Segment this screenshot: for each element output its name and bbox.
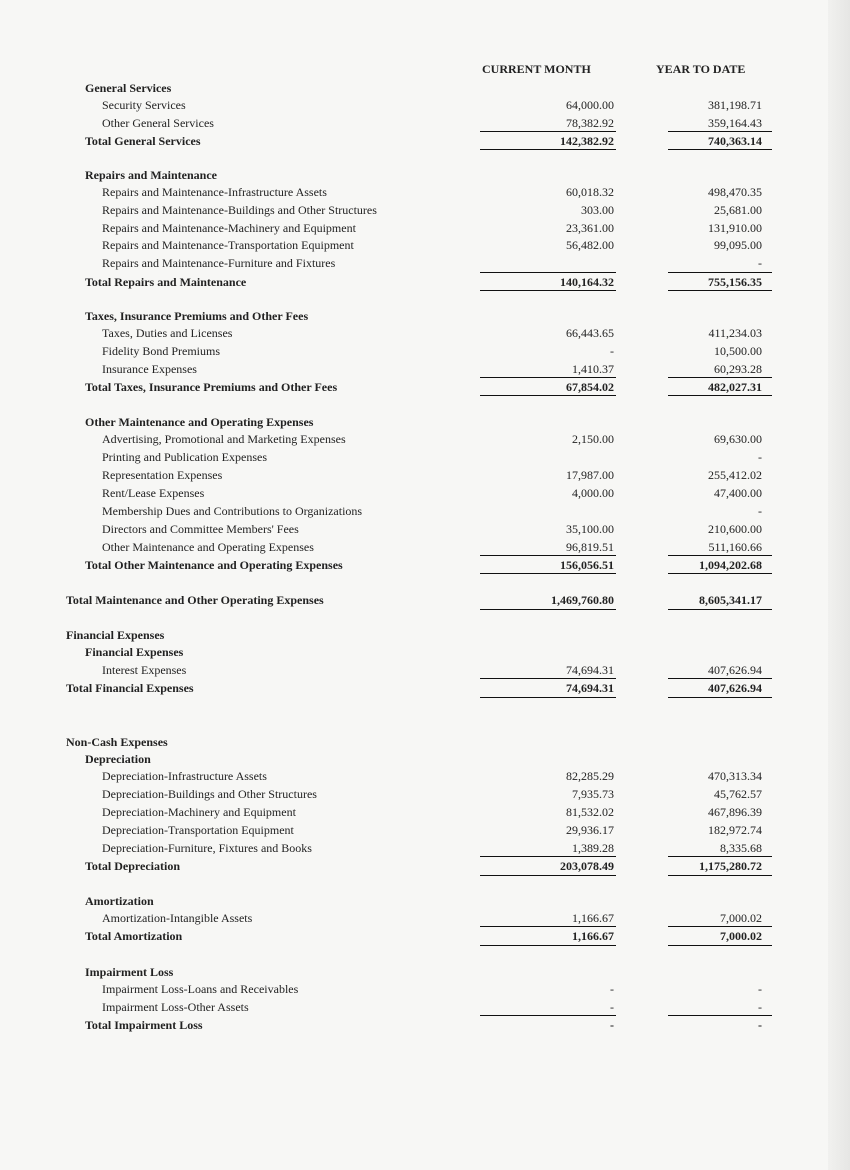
row-label: Rent/Lease Expenses — [102, 486, 205, 500]
current-month-value: 1,410.37 — [572, 362, 614, 376]
section-title-general-services: General Services — [85, 81, 172, 95]
row-label: Taxes, Duties and Licenses — [102, 326, 233, 340]
table-row — [0, 360, 850, 378]
total-row-amortization — [0, 927, 850, 945]
table-row — [0, 785, 850, 803]
total-year-to-date: 482,027.31 — [708, 380, 762, 394]
row-label: Repairs and Maintenance-Furniture and Fixtures — [102, 256, 336, 270]
year-to-date-value: 255,412.02 — [708, 468, 762, 482]
table-row — [0, 821, 850, 839]
section-title-financial: Financial Expenses — [66, 628, 165, 642]
current-month-value: 81,532.02 — [566, 805, 614, 819]
underline — [480, 290, 616, 291]
table-row — [0, 96, 850, 114]
current-month-value: - — [610, 982, 614, 996]
total-year-to-date: 7,000.02 — [720, 929, 762, 943]
underline — [668, 131, 772, 132]
row-label: Depreciation-Infrastructure Assets — [102, 769, 267, 783]
total-current-month: 142,382.92 — [560, 134, 614, 148]
underline — [480, 875, 616, 876]
underline — [668, 609, 772, 610]
section-title-other-maintenance: Other Maintenance and Operating Expenses — [85, 415, 314, 429]
row-label: Advertising, Promotional and Marketing Expenses — [102, 432, 346, 446]
year-to-date-value: 498,470.35 — [708, 185, 762, 199]
table-row — [0, 201, 850, 219]
total-current-month: 74,694.31 — [566, 681, 614, 695]
row-label: Depreciation-Buildings and Other Structures — [102, 787, 317, 801]
total-label: Total Impairment Loss — [85, 1018, 203, 1032]
current-month-value: 35,100.00 — [566, 522, 614, 536]
year-to-date-value: 131,910.00 — [708, 221, 762, 235]
total-row-mooe — [0, 591, 850, 609]
row-label: Repairs and Maintenance-Infrastructure Assets — [102, 185, 327, 199]
row-label: Amortization-Intangible Assets — [102, 911, 253, 925]
row-label: Impairment Loss-Other Assets — [102, 1000, 249, 1014]
table-row — [0, 466, 850, 484]
underline — [480, 377, 616, 378]
year-to-date-value: 7,000.02 — [720, 911, 762, 925]
total-row-general-services — [0, 132, 850, 150]
total-year-to-date: 740,363.14 — [708, 134, 762, 148]
current-month-value: 96,819.51 — [566, 540, 614, 554]
underline — [668, 945, 772, 946]
underline — [668, 573, 772, 574]
total-year-to-date: - — [758, 1018, 762, 1032]
underline — [480, 697, 616, 698]
table-row — [0, 538, 850, 556]
current-month-value: 29,936.17 — [566, 823, 614, 837]
year-to-date-value: 60,293.28 — [714, 362, 762, 376]
row-label: Security Services — [102, 98, 186, 112]
current-month-value: 74,694.31 — [566, 663, 614, 677]
table-row — [0, 661, 850, 679]
table-row — [0, 998, 850, 1016]
row-label: Repairs and Maintenance-Transportation Equipment — [102, 238, 354, 252]
current-month-value: 17,987.00 — [566, 468, 614, 482]
row-label: Impairment Loss-Loans and Receivables — [102, 982, 299, 996]
underline — [668, 926, 772, 927]
total-current-month: 1,166.67 — [572, 929, 614, 943]
current-month-value: 82,285.29 — [566, 769, 614, 783]
subsection-title-depreciation: Depreciation — [85, 752, 151, 766]
row-label: Depreciation-Furniture, Fixtures and Books — [102, 841, 312, 855]
table-row — [0, 448, 850, 466]
table-row — [0, 342, 850, 360]
row-label: Membership Dues and Contributions to Organizations — [102, 504, 363, 518]
table-row — [0, 839, 850, 857]
underline — [480, 395, 616, 396]
table-row — [0, 520, 850, 538]
table-row — [0, 324, 850, 342]
current-month-value: 7,935.73 — [572, 787, 614, 801]
row-label: Depreciation-Machinery and Equipment — [102, 805, 296, 819]
year-to-date-value: 8,335.68 — [720, 841, 762, 855]
current-month-value: - — [610, 1000, 614, 1014]
row-label: Representation Expenses — [102, 468, 223, 482]
year-to-date-value: 69,630.00 — [714, 432, 762, 446]
underline — [480, 573, 616, 574]
total-row-depreciation — [0, 857, 850, 875]
table-row — [0, 484, 850, 502]
total-row-other-maintenance — [0, 556, 850, 574]
total-current-month: 203,078.49 — [560, 859, 614, 873]
total-label: Total Maintenance and Other Operating Expenses — [66, 593, 324, 607]
underline — [480, 555, 616, 556]
year-to-date-value: 99,095.00 — [714, 238, 762, 252]
current-month-value: 56,482.00 — [566, 238, 614, 252]
total-current-month: 156,056.51 — [560, 558, 614, 572]
underline — [668, 697, 772, 698]
header-current-month: CURRENT MONTH — [482, 62, 591, 76]
table-row — [0, 980, 850, 998]
underline — [668, 555, 772, 556]
header-year-to-date: YEAR TO DATE — [656, 62, 746, 76]
total-row-repairs — [0, 273, 850, 291]
underline — [668, 290, 772, 291]
table-row — [0, 502, 850, 520]
section-title-repairs: Repairs and Maintenance — [85, 168, 217, 182]
underline — [668, 377, 772, 378]
year-to-date-value: - — [758, 1000, 762, 1014]
underline — [480, 856, 616, 857]
total-year-to-date: 1,094,202.68 — [699, 558, 762, 572]
row-label: Repairs and Maintenance-Buildings and Other Structures — [102, 203, 377, 217]
total-current-month: - — [610, 1018, 614, 1032]
total-row-financial — [0, 679, 850, 697]
table-row — [0, 803, 850, 821]
year-to-date-value: - — [758, 450, 762, 464]
row-label: Other General Services — [102, 116, 214, 130]
current-month-value: 1,166.67 — [572, 911, 614, 925]
subsection-title-amortization: Amortization — [85, 894, 154, 908]
underline — [668, 272, 772, 273]
year-to-date-value: 381,198.71 — [708, 98, 762, 112]
underline — [480, 131, 616, 132]
subsection-title-impairment: Impairment Loss — [85, 965, 174, 979]
row-label: Printing and Publication Expenses — [102, 450, 267, 464]
underline — [480, 1015, 616, 1016]
section-title-non-cash: Non-Cash Expenses — [66, 735, 168, 749]
underline — [668, 856, 772, 857]
row-label: Other Maintenance and Operating Expenses — [102, 540, 314, 554]
table-row — [0, 430, 850, 448]
current-month-value: 64,000.00 — [566, 98, 614, 112]
table-row — [0, 183, 850, 201]
table-row — [0, 114, 850, 132]
row-label: Fidelity Bond Premiums — [102, 344, 221, 358]
underline — [480, 272, 616, 273]
year-to-date-value: 359,164.43 — [708, 116, 762, 130]
year-to-date-value: - — [758, 504, 762, 518]
year-to-date-value: 45,762.57 — [714, 787, 762, 801]
row-label: Depreciation-Transportation Equipment — [102, 823, 294, 837]
year-to-date-value: 47,400.00 — [714, 486, 762, 500]
table-row — [0, 236, 850, 254]
year-to-date-value: - — [758, 982, 762, 996]
year-to-date-value: 182,972.74 — [708, 823, 762, 837]
current-month-value: 2,150.00 — [572, 432, 614, 446]
table-row — [0, 767, 850, 785]
subsection-title-financial: Financial Expenses — [85, 645, 184, 659]
total-label: Total Taxes, Insurance Premiums and Other Fees — [85, 380, 338, 394]
total-year-to-date: 1,175,280.72 — [699, 859, 762, 873]
current-month-value: 303.00 — [581, 203, 614, 217]
total-label: Total Other Maintenance and Operating Expenses — [85, 558, 343, 572]
current-month-value: 4,000.00 — [572, 486, 614, 500]
table-row — [0, 909, 850, 927]
current-month-value: 66,443.65 — [566, 326, 614, 340]
total-row-taxes — [0, 378, 850, 396]
year-to-date-value: 10,500.00 — [714, 344, 762, 358]
underline — [668, 149, 772, 150]
underline — [668, 678, 772, 679]
row-label: Interest Expenses — [102, 663, 187, 677]
total-current-month: 1,469,760.80 — [551, 593, 614, 607]
total-year-to-date: 8,605,341.17 — [699, 593, 762, 607]
total-label: Total Amortization — [85, 929, 183, 943]
section-title-taxes: Taxes, Insurance Premiums and Other Fees — [85, 309, 309, 323]
year-to-date-value: 470,313.34 — [708, 769, 762, 783]
underline — [480, 149, 616, 150]
year-to-date-value: 511,160.66 — [708, 540, 762, 554]
total-year-to-date: 407,626.94 — [708, 681, 762, 695]
underline — [480, 609, 616, 610]
row-label: Directors and Committee Members' Fees — [102, 522, 299, 536]
underline — [668, 875, 772, 876]
year-to-date-value: 210,600.00 — [708, 522, 762, 536]
current-month-value: 23,361.00 — [566, 221, 614, 235]
underline — [480, 945, 616, 946]
row-label: Insurance Expenses — [102, 362, 197, 376]
underline — [668, 395, 772, 396]
year-to-date-value: - — [758, 256, 762, 270]
total-label: Total Repairs and Maintenance — [85, 275, 247, 289]
total-year-to-date: 755,156.35 — [708, 275, 762, 289]
table-row — [0, 254, 850, 272]
current-month-value: 78,382.92 — [566, 116, 614, 130]
current-month-value: - — [610, 344, 614, 358]
underline — [480, 678, 616, 679]
total-label: Total Depreciation — [85, 859, 180, 873]
current-month-value: 60,018.32 — [566, 185, 614, 199]
current-month-value: 1,389.28 — [572, 841, 614, 855]
year-to-date-value: 467,896.39 — [708, 805, 762, 819]
table-row — [0, 219, 850, 237]
total-row-impairment — [0, 1016, 850, 1034]
total-label: Total Financial Expenses — [66, 681, 194, 695]
total-current-month: 140,164.32 — [560, 275, 614, 289]
row-label: Repairs and Maintenance-Machinery and Equipment — [102, 221, 356, 235]
underline — [480, 926, 616, 927]
underline — [668, 1015, 772, 1016]
total-current-month: 67,854.02 — [566, 380, 614, 394]
year-to-date-value: 411,234.03 — [708, 326, 762, 340]
total-label: Total General Services — [85, 134, 201, 148]
year-to-date-value: 25,681.00 — [714, 203, 762, 217]
year-to-date-value: 407,626.94 — [708, 663, 762, 677]
